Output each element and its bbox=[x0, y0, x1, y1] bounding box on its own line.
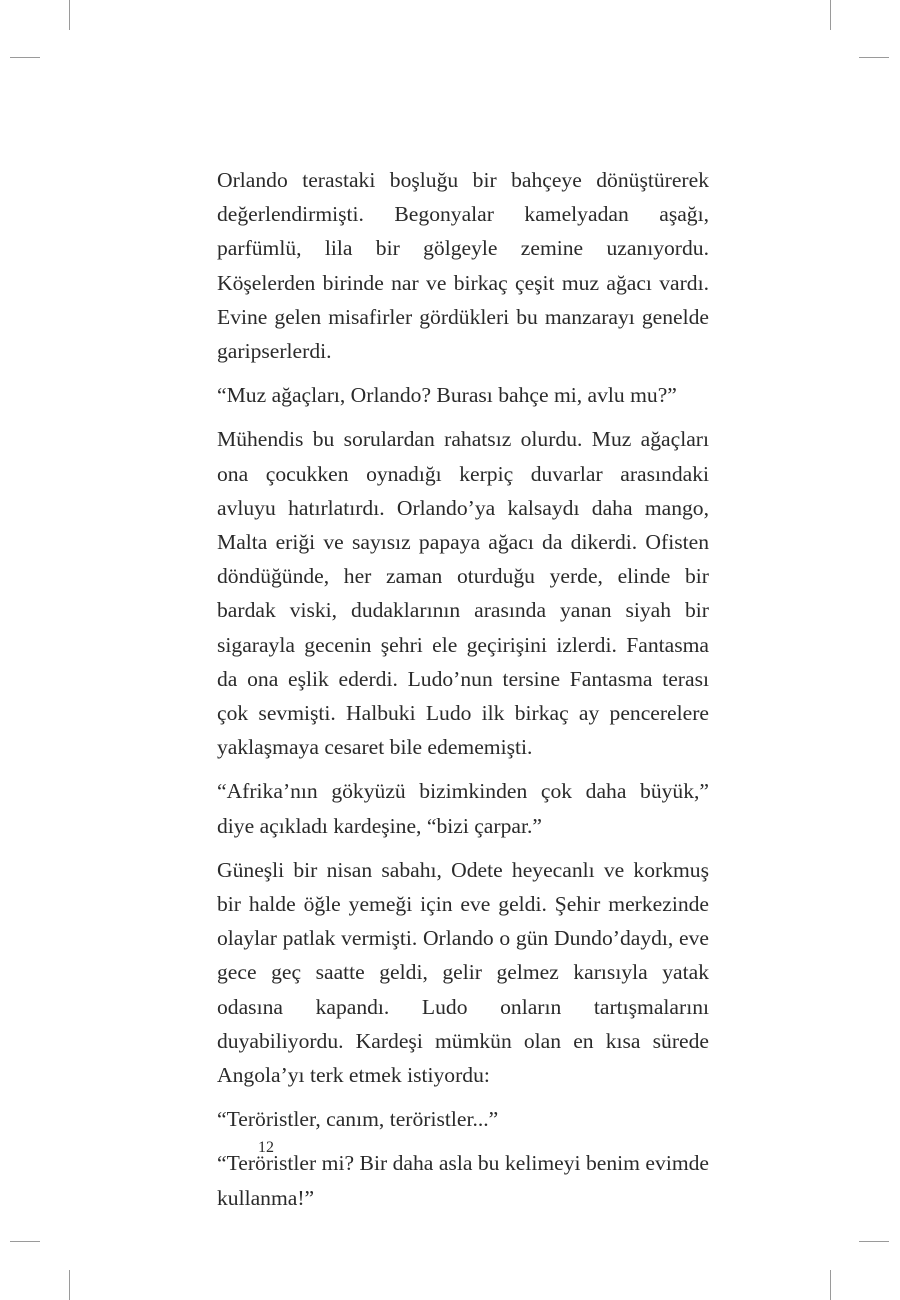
paragraph: “Teröristler mi? Bir daha asla bu kelimeyi benim evimde kullanma!” bbox=[217, 1151, 709, 1210]
body-text bbox=[217, 163, 709, 1225]
paragraph: “Muz ağaçları, Orlando? Burası bahçe mi, avlu mu?” bbox=[217, 383, 677, 408]
crop-mark-top-right-vertical bbox=[830, 0, 831, 30]
paragraph: Orlando terastaki boşluğu bir bahçeye dönüştürerek değerlendirmişti. Begonyalar kamelyadan aşağı, parfümlü, lila bir gölgeyle zemine uzanıyordu. Köşelerden birinde nar ve birkaç çeşit muz ağacı vardı. Evine gelen misafirler gördükleri bu manzarayı genelde garipserlerdi. bbox=[217, 168, 709, 364]
crop-mark-bottom-right-vertical bbox=[830, 1270, 831, 1300]
paragraph: Mühendis bu sorulardan rahatsız olurdu. Muz ağaçları ona çocukken oynadığı kerpiç duvarlar arasındaki avluyu hatırlatırdı. Orlando’ya kalsaydı daha mango, Malta eriği ve sayısız papaya ağacı da dikerdi. Ofisten döndüğünde, her zaman oturduğu yerde, elinde bir bardak viski, dudaklarının arasında yanan siyah bir sigarayla gecenin şehri ele geçirişini izlerdi. Fantasma da ona eşlik ederdi. Ludo’nun tersine Fantasma terası çok sevmişti. Halbuki Ludo ilk birkaç ay pencerelere yaklaşmaya cesaret bile edememişti. bbox=[217, 427, 709, 760]
crop-mark-top-right-horizontal bbox=[859, 57, 889, 58]
crop-mark-bottom-left-vertical bbox=[69, 1270, 70, 1300]
crop-mark-bottom-right-horizontal bbox=[859, 1241, 889, 1242]
crop-mark-bottom-left-horizontal bbox=[10, 1241, 40, 1242]
paragraph: “Afrika’nın gökyüzü bizimkinden çok daha büyük,” diye açıkladı kardeşine, “bizi çarpar.” bbox=[217, 779, 709, 838]
crop-mark-top-left-vertical bbox=[69, 0, 70, 30]
paragraph: “Teröristler, canım, teröristler...” bbox=[217, 1107, 499, 1132]
paragraph: Güneşli bir nisan sabahı, Odete heyecanlı ve korkmuş bir halde öğle yemeği için eve geldi. Şehir merkezinde olaylar patlak vermişti. Orlando o gün Dundo’daydı, eve gece geç saatte geldi, gelir gelmez karısıyla yatak odasına kapandı. Ludo onların tartışmalarını duyabiliyordu. Kardeşi mümkün olan en kısa sürede Angola’yı terk etmek istiyordu: bbox=[217, 857, 709, 1088]
crop-mark-top-left-horizontal bbox=[10, 57, 40, 58]
page-number: 12 bbox=[258, 1139, 274, 1156]
